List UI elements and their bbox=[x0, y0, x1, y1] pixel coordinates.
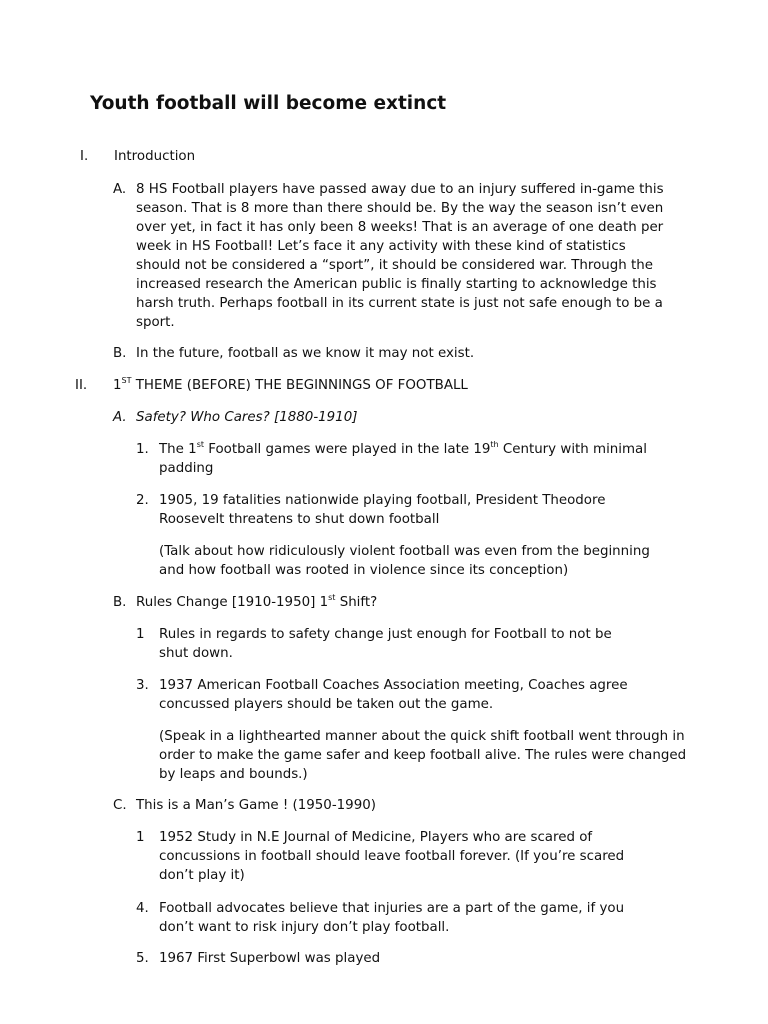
item-marker: C. bbox=[113, 798, 127, 813]
item-marker: A. bbox=[113, 182, 127, 197]
item-marker: 1. bbox=[136, 442, 149, 457]
item-text: 1905, 19 fatalities nationwide playing football, President Theodore Roosevelt threatens to shut down football bbox=[159, 493, 606, 527]
subsection-heading: Safety? Who Cares? [1880-1910] bbox=[136, 410, 358, 425]
item-marker: 1 bbox=[136, 627, 145, 642]
item-marker: 4. bbox=[136, 901, 149, 916]
item-marker: B. bbox=[113, 346, 127, 361]
item-marker: A. bbox=[113, 410, 127, 425]
theme1-a-note: (Talk about how ridiculously violent football was even from the beginning and how football was rooted in violence since its conception) bbox=[159, 544, 650, 578]
subsection-heading: This is a Man’s Game ! (1950-1990) bbox=[136, 798, 376, 813]
item-text: The 1st Football games were played in the late 19th Century with minimal padding bbox=[159, 440, 647, 476]
item-marker: B. bbox=[113, 595, 127, 610]
item-marker: 5. bbox=[136, 951, 149, 966]
section-heading: Introduction bbox=[114, 149, 196, 164]
theme1-b-note: (Speak in a lighthearted manner about the quick shift football went through in order to make the game safer and keep football alive. The rules were changed by leaps and bounds.) bbox=[159, 729, 687, 782]
item-text: In the future, football as we know it may not exist. bbox=[136, 346, 475, 361]
document-title: Youth football will become extinct bbox=[90, 93, 447, 114]
section-heading: 1ST THEME (BEFORE) THE BEGINNINGS OF FOOTBALL bbox=[113, 376, 468, 393]
item-marker: 3. bbox=[136, 678, 149, 693]
section-numeral: I. bbox=[80, 149, 89, 164]
item-text: Football advocates believe that injuries are a part of the game, if you don’t want to risk injury don’t play football. bbox=[159, 901, 625, 935]
item-text: 8 HS Football players have passed away due to an injury suffered in-game this season. That is 8 more than there should be. By the way the season isn’t even over yet, in fact it has only been 8 weeks! That is an average of one death per week in HS Football! Let’s face it any activity with these kind of statistics should not be considered a “sport”, it should be considered war. Through the increased research the American public is finally starting to acknowledge this harsh truth. Perhaps football in its current state is just not safe enough to be a sport. bbox=[136, 182, 664, 330]
item-text: 1952 Study in N.E Journal of Medicine, Players who are scared of concussions in football should leave football forever. (If you’re scared don’t play it) bbox=[159, 830, 625, 883]
item-marker: 2. bbox=[136, 493, 149, 508]
subsection-heading: Rules Change [1910-1950] 1st Shift? bbox=[136, 593, 378, 610]
item-marker: 1 bbox=[136, 830, 145, 845]
section-numeral: II. bbox=[75, 378, 88, 393]
item-text: 1967 First Superbowl was played bbox=[159, 951, 381, 966]
item-text: Rules in regards to safety change just enough for Football to not be shut down. bbox=[159, 627, 612, 661]
item-text: 1937 American Football Coaches Association meeting, Coaches agree concussed players should be taken out the game. bbox=[159, 678, 628, 712]
